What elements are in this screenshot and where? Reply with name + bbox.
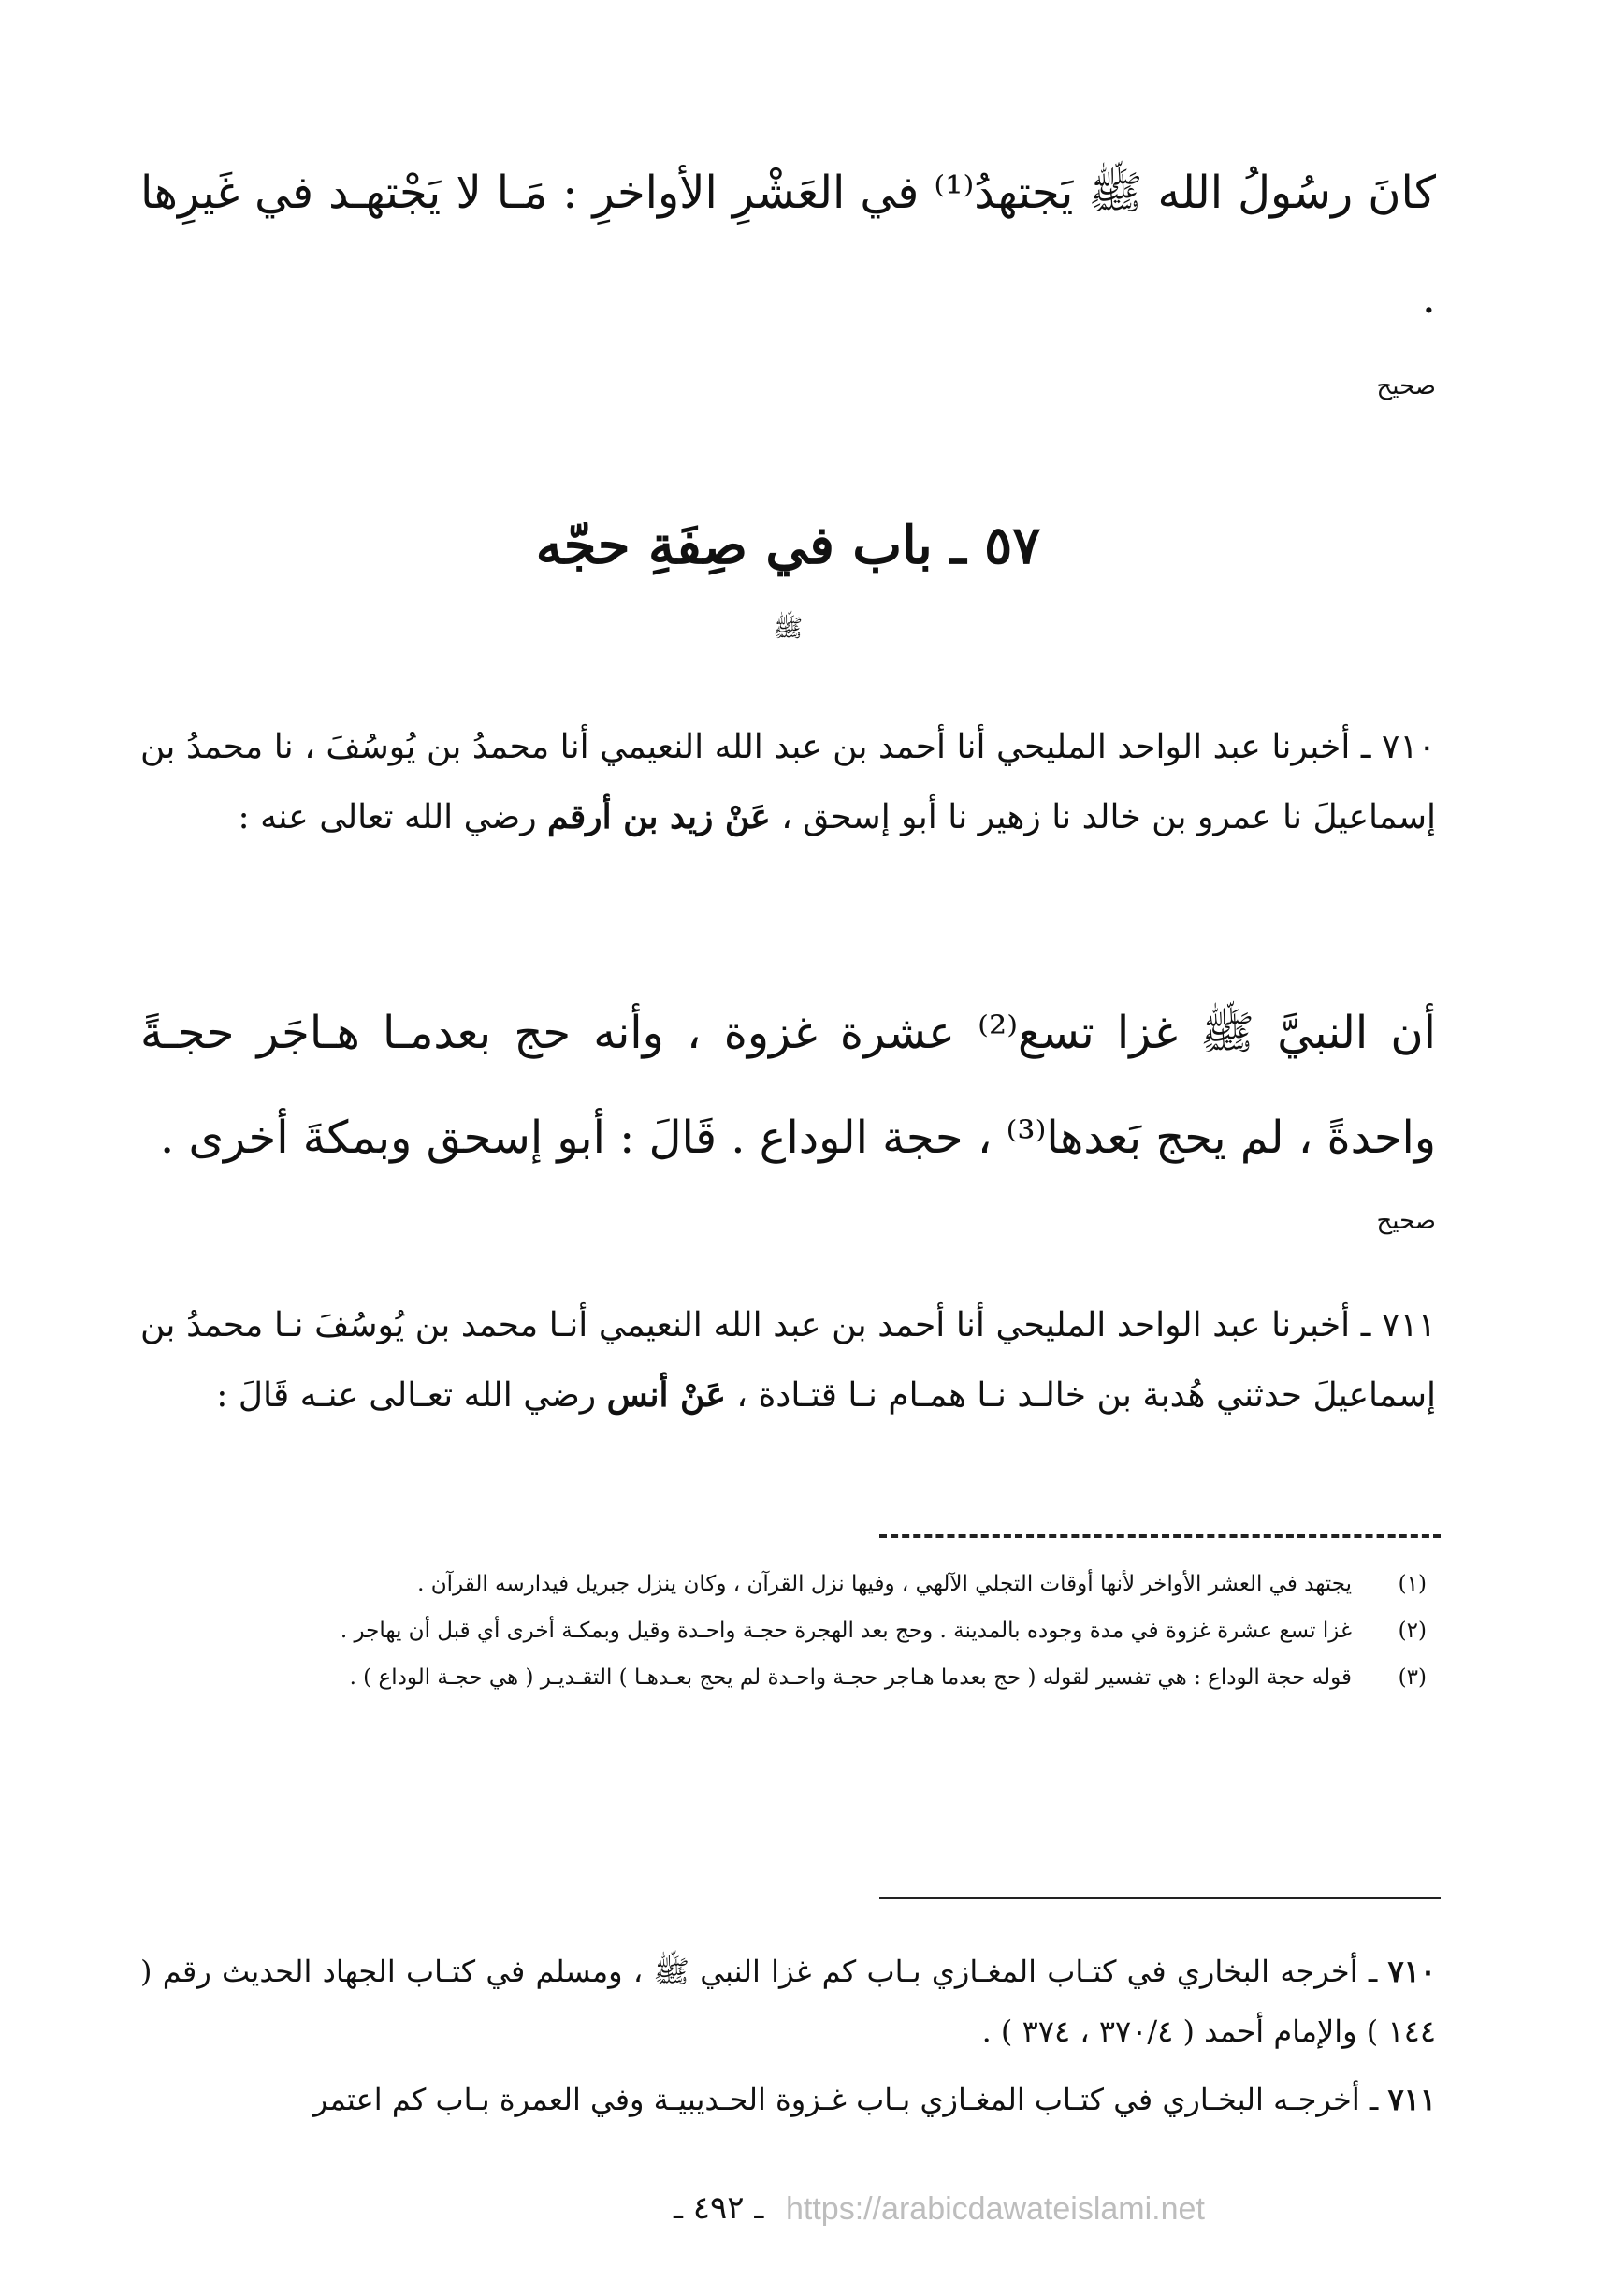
footnote-separator <box>879 1534 1441 1538</box>
grade-label: صحيح <box>1376 372 1436 400</box>
takhrij-number: ٧١١ <box>1387 2082 1436 2117</box>
footnote-text: قوله حجة الوداع : هي تفسير لقوله ( حج بعدما هـاجر حجـة واحـدة لم يحج بعـدهـا ) التقـديـر ( هي حجـة الوداع ) . <box>349 1665 1352 1690</box>
isnad-post: رضي الله تعـالى عنـه قَالَ : <box>216 1376 607 1415</box>
chapter-title: ٥٧ ـ باب في صِفَةِ حجّه <box>535 515 1041 576</box>
hadith-711-isnad <box>140 1291 1436 1431</box>
isnad-post: رضي الله تعالى عنه : <box>238 798 548 836</box>
takhrij-text: ـ أخرجـه البخـاري في كتـاب المغـازي بـاب غـزوة الحـديبيـة وفي العمرة بـاب كم اعتمر <box>312 2082 1388 2117</box>
salla-glyph: ﷺ <box>773 615 804 643</box>
takhrij-710 <box>140 1941 1436 2061</box>
footnote-number: (٢) <box>1398 1619 1427 1643</box>
footnote-2 <box>140 1611 1436 1650</box>
page-number: ـ ٤٩٢ ـ <box>674 2189 764 2227</box>
footnote-number: (٣) <box>1398 1665 1427 1690</box>
footnote-number: (١) <box>1398 1572 1427 1596</box>
hadith-710-text: أن النبيَّ ﷺ غزا تسع⁽²⁾ عشرة غزوة ، وأنه حج بعدمـا هـاجَر حجـةً واحدةً ، لم يحج بَعدها⁽³⁾ ، حجة الوداع . قَالَ : أبو إسحق وبمكةَ أخرى . <box>140 1007 1436 1164</box>
takhrij-number: ٧١٠ <box>1387 1954 1436 1989</box>
takhrij-711 <box>84 2070 1436 2129</box>
takhrij-text: ـ أخرجه البخاري في كتـاب المغـازي بـاب كم غزا النبي ﷺ ، ومسلم في كتـاب الجهاد الحديث رقم ( ١٤٤ ) والإمام أحمد ( ٣٧٠/٤ ، ٣٧٤ ) . <box>140 1954 1436 2049</box>
footnote-text: يجتهد في العشر الأواخر لأنها أوقات التجلي الآلهي ، وفيها نزل القرآن ، وكان ينزل جبريل فيدارسه القرآن . <box>417 1572 1352 1596</box>
footnote-3 <box>140 1658 1436 1697</box>
footnotes <box>140 1564 1436 1697</box>
hadith-text: كانَ رسُولُ الله ﷺ يَجتهدُ⁽¹⁾ في العَشْرِ الأواخرِ : مَـا لا يَجْتهـد في غَيرِها . <box>140 167 1436 324</box>
top-hadith-text <box>140 140 1436 350</box>
footnote-1 <box>140 1564 1436 1604</box>
narrator: عَنْ أنس <box>606 1375 726 1415</box>
footnote-text: غزا تسع عشرة غزوة في مدة وجوده بالمدينة . وحج بعد الهجرة حجـة واحـدة وقيل وبمكـة أخرى أي قبل أن يهاجر . <box>340 1619 1352 1643</box>
grade-label-710: صحيح <box>1376 1207 1436 1235</box>
narrator: عَنْ زيد بن أرقم <box>547 797 771 836</box>
isnad-pre: ٧١١ ـ أخبرنا عبد الواحد المليحي أنا أحمد بن عبد الله النعيمي أنـا محمد بن يُوسُفَ نـا محمدُ بن إسماعيلَ حدثني هُدبة بن خالـد نـا همـام نـا قتـادة ، <box>140 1306 1436 1415</box>
watermark: https://arabicdawateislami.net <box>786 2191 1205 2227</box>
takhrij-separator <box>879 1897 1441 1899</box>
isnad-pre: ٧١٠ ـ أخبرنا عبد الواحد المليحي أنا أحمد بن عبد الله النعيمي أنا محمدُ بن يُوسُفَ ، نا محمدُ بن إسماعيلَ نا عمرو بن خالد نا زهير نا أبو إسحق ، <box>140 728 1436 836</box>
hadith-710-isnad <box>140 713 1436 852</box>
